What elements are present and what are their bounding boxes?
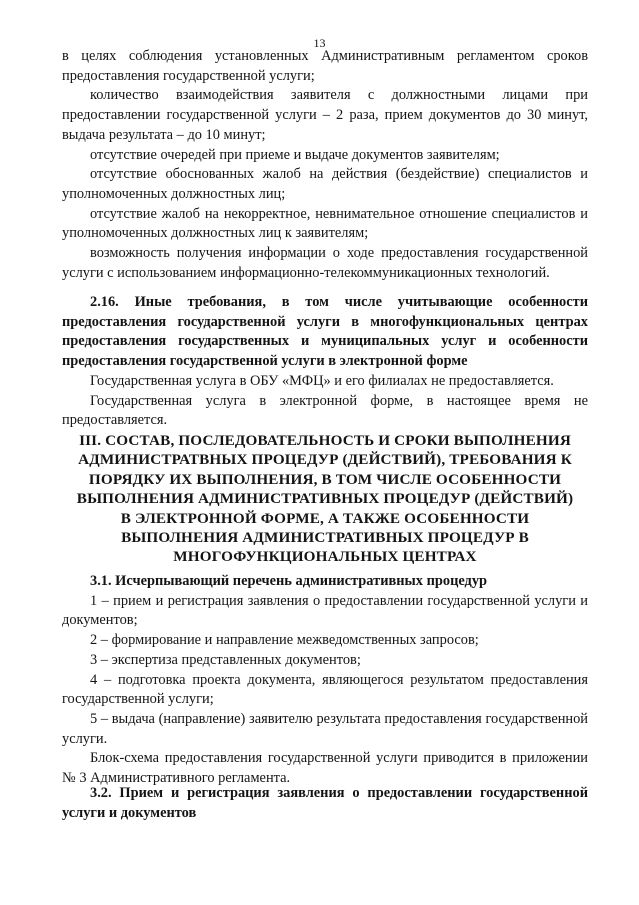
paragraph: отсутствие обоснованных жалоб на действия (бездействие) специалистов и уполномоченных должностных лиц; — [62, 166, 588, 202]
chapter-heading: III. СОСТАВ, ПОСЛЕДОВАТЕЛЬНОСТЬ И СРОКИ ВЫПОЛНЕНИЯ АДМИНИСТРАТВНЫХ ПРОЦЕДУР (ДЕЙСТВИЙ), ТРЕБОВАНИЯ К ПОРЯДКУ ИХ ВЫПОЛНЕНИЯ, В ТОМ ЧИСЛЕ ОСОБЕННОСТИ ВЫПОЛНЕНИЯ АДМИНИСТРАТИВНЫХ ПРОЦЕДУР (ДЕЙСТВИЙ) В ЭЛЕКТРОННОЙ ФОРМЕ, А ТАКЖЕ ОСОБЕННОСТИ ВЫПОЛНЕНИЯ АДМИНИСТРАТИВНЫХ ПРОЦЕДУР В МНОГОФУНКЦИОНАЛЬНЫХ ЦЕНТРАХ — [76, 432, 574, 566]
paragraph: в целях соблюдения установленных Административным регламентом сроков предоставления государственной услуги; — [62, 48, 588, 84]
paragraph: отсутствие очередей при приеме и выдаче документов заявителям; — [90, 146, 500, 163]
paragraph: количество взаимодействия заявителя с должностными лицами при предоставлении государственной услуги – 2 раза, прием документов до 30 минут, выдача результата – до 10 минут; — [62, 87, 588, 143]
paragraph: отсутствие жалоб на некорректное, невнимательное отношение специалистов и уполномоченных должностных лиц к заявителям; — [62, 205, 588, 242]
paragraph: Блок-схема предоставления государственной услуги приводится в приложении № 3 Административного регламента. — [62, 750, 588, 787]
list-item: 4 – подготовка проекта документа, являющегося результатом предоставления государственной услуги; — [62, 671, 588, 708]
list-item: 3 – экспертиза представленных документов; — [90, 651, 361, 668]
paragraph: Государственная услуга в электронной форме, в настоящее время не предоставляется. — [62, 392, 588, 429]
page-number: 13 — [313, 36, 326, 50]
section-3-2 — [62, 784, 588, 823]
list-item: 2 – формирование и направление межведомственных запросов; — [90, 632, 479, 649]
section-3-1 — [62, 572, 588, 789]
section-heading: 2.16. Иные требования, в том числе учитывающие особенности предоставления государственной услуги в многофункциональных центрах предоставления государственных и муниципальных услуг и особенности предоставления государственной услуги в электронной форме — [62, 294, 588, 370]
list-item: 1 – прием и регистрация заявления о предоставлении государственной услуги и документов; — [62, 592, 588, 629]
section-2-16 — [62, 293, 588, 431]
section-heading: 3.1. Исчерпывающий перечень административных процедур — [90, 573, 488, 589]
paragraph: возможность получения информации о ходе предоставления государственной услуги с использованием информационно-телекоммуникационных технологий. — [62, 245, 588, 281]
section-heading: 3.2. Прием и регистрация заявления о предоставлении государственной услуги и документов — [62, 785, 588, 821]
paragraph: Государственная услуга в ОБУ «МФЦ» и его филиалах не предоставляется. — [90, 372, 554, 389]
list-item: 5 – выдача (направление) заявителю результата предоставления государственной услуги. — [62, 710, 588, 747]
criteria-list — [62, 47, 588, 283]
